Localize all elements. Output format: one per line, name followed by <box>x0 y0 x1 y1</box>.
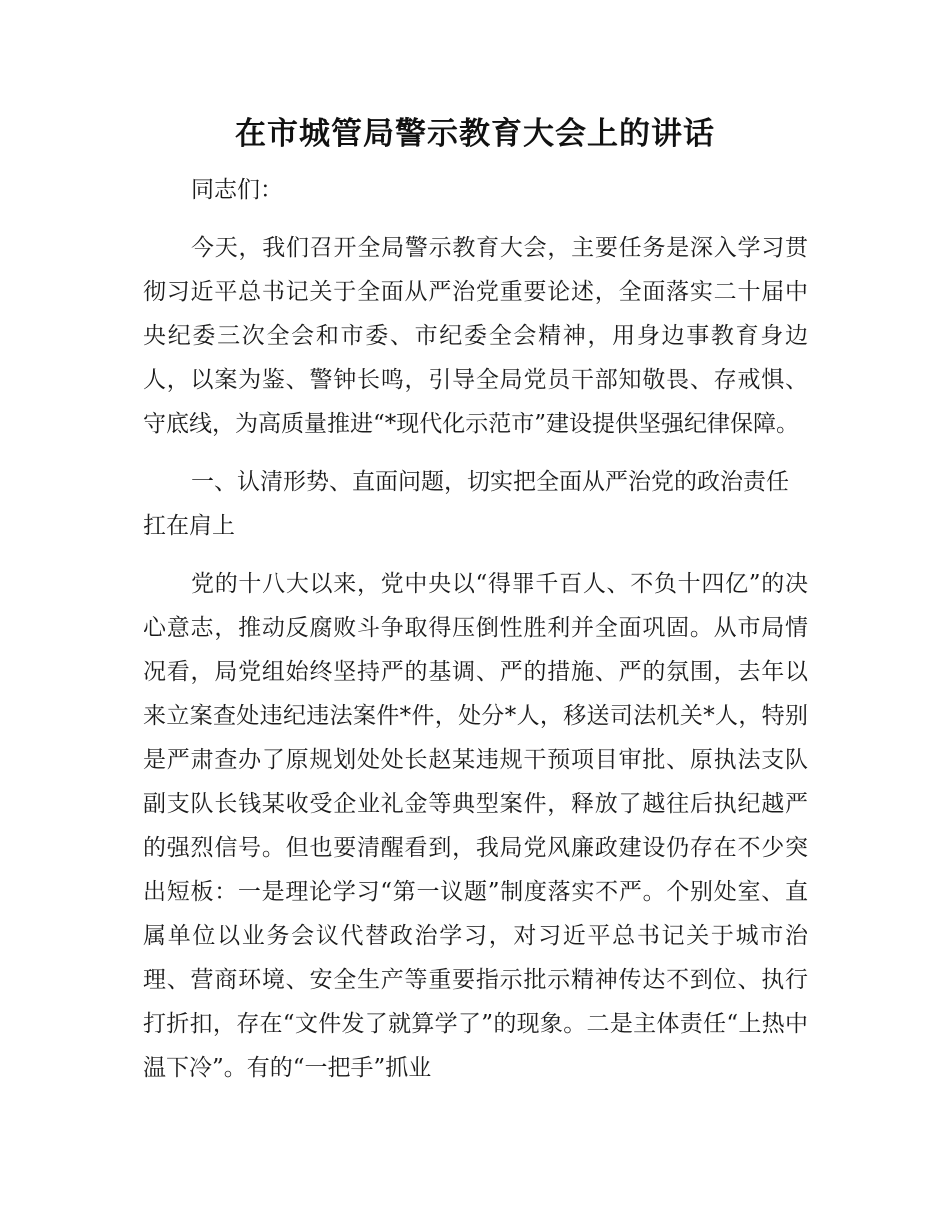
document-title: 在市城管局警示教育大会上的讲话 <box>235 116 715 152</box>
paragraph-intro: 今天，我们召开全局警示教育大会，主要任务是深入学习贯彻习近平总书记关于全面从严治党重要论述，全面落实二十届中央纪委三次全会和市委、市纪委全会精神，用身边事教育身边人，以案为鉴、警钟长鸣，引导全局党员干部知敬畏、存戒惧、守底线，为高质量推进“*现代化示范市”建设提供坚强纪律保障。 <box>143 235 808 437</box>
document-body <box>143 168 808 1090</box>
paragraph-situation: 党的十八大以来，党中央以“得罪千百人、不负十四亿”的决心意志，推动反腐败斗争取得压倒性胜利并全面巩固。从市局情况看，局党组始终坚持严的基调、严的措施、严的氛围，去年以来立案查处违纪违法案件*件，处分*人，移送司法机关*人，特别是严肃查办了原规划处处长赵某违规干预项目审批、原执法支队副支队长钱某收受企业礼金等典型案件，释放了越往后执纪越严的强烈信号。但也要清醒看到，我局党风廉政建设仍存在不少突出短板：一是理论学习“第一议题”制度落实不严。个别处室、直属单位以业务会议代替政治学习，对习近平总书记关于城市治理、营商环境、安全生产等重要指示批示精神传达不到位、执行打折扣，存在“文件发了就算学了”的现象。二是主体责任“上热中温下冷”。有的“一把手”抓业 <box>143 571 808 1081</box>
section-heading: 一、认清形势、直面问题，切实把全面从严治党的政治责任扛在肩上 <box>143 469 789 539</box>
greeting: 同志们： <box>191 177 283 203</box>
